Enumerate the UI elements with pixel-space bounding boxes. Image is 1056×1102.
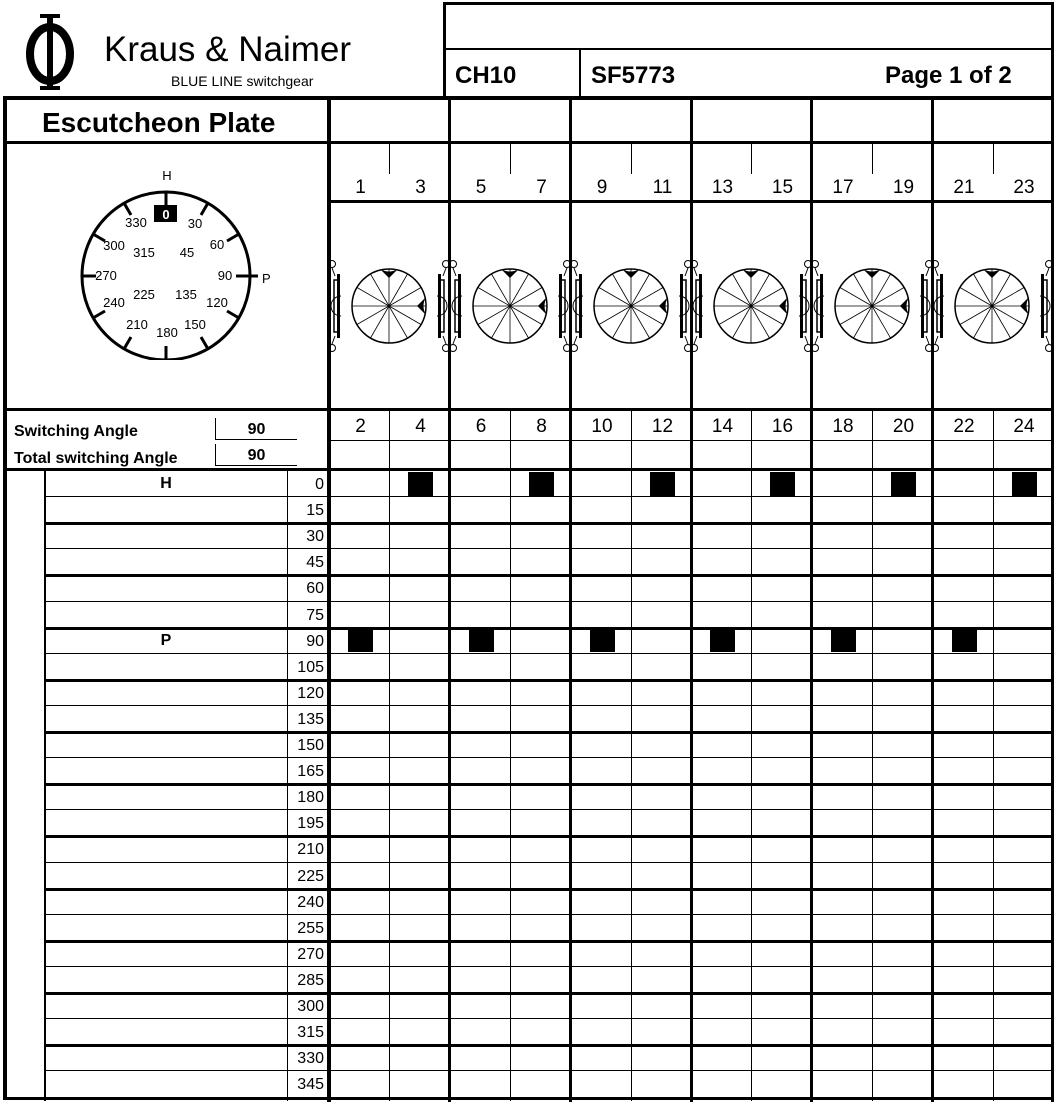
position-angle: 165	[297, 763, 324, 781]
contact-closed-marker	[650, 472, 675, 496]
dial-angle-315: 315	[133, 245, 155, 260]
section-title: Escutcheon Plate	[42, 107, 276, 138]
grid-line	[579, 50, 581, 98]
bottom-terminal-12: 12	[651, 416, 674, 437]
position-angle: 90	[306, 632, 324, 650]
grid-line	[44, 966, 1054, 967]
position-angle: 240	[297, 893, 324, 911]
grid-line	[44, 783, 1054, 786]
grid-line	[3, 96, 1054, 100]
grid-line	[329, 408, 1054, 411]
position-angle: 15	[306, 502, 324, 520]
bottom-terminal-2: 2	[355, 416, 366, 437]
contact-cam-symbol	[329, 258, 449, 358]
position-angle: 45	[306, 554, 324, 572]
grid-line	[329, 200, 1054, 203]
contact-cam-symbol	[450, 258, 570, 358]
grid-line	[443, 2, 446, 98]
grid-line	[44, 992, 1054, 995]
grid-line	[329, 440, 1054, 441]
grid-line	[443, 2, 1054, 5]
bottom-terminal-10: 10	[591, 416, 613, 437]
grid-line	[810, 468, 813, 1102]
grid-line	[872, 144, 873, 174]
grid-line	[3, 96, 7, 1100]
grid-line	[751, 144, 752, 174]
dial-angle-30: 30	[187, 216, 203, 231]
bottom-terminal-16: 16	[771, 416, 794, 437]
dial-angle-120: 120	[206, 295, 228, 310]
grid-line	[44, 496, 1054, 497]
grid-line	[690, 468, 693, 1102]
bottom-terminal-14: 14	[711, 416, 734, 437]
position-angle: 120	[297, 684, 324, 702]
position-angle: 180	[297, 789, 324, 807]
grid-line	[3, 141, 1054, 144]
brand-tagline: BLUE LINE switchgear	[171, 73, 314, 89]
position-angle: 60	[306, 580, 324, 598]
bottom-terminal-4: 4	[415, 416, 426, 437]
grid-line	[44, 574, 1054, 577]
grid-line	[44, 653, 1054, 654]
dial-angle-45: 45	[179, 245, 195, 260]
position-angle: 345	[297, 1076, 324, 1094]
contact-closed-marker	[348, 628, 373, 652]
top-terminal-7: 7	[536, 177, 547, 198]
contact-closed-marker	[710, 628, 735, 652]
position-angle: 30	[306, 528, 324, 546]
dial-angle-135: 135	[175, 287, 197, 302]
contact-cam-symbol	[932, 258, 1052, 358]
top-terminal-19: 19	[892, 177, 915, 198]
contact-cam-symbol	[571, 258, 691, 358]
top-terminal-11: 11	[652, 177, 673, 198]
dial-angle-225: 225	[133, 287, 155, 302]
contact-closed-marker	[770, 472, 795, 496]
top-terminal-1: 1	[355, 177, 366, 198]
bottom-terminal-8: 8	[536, 416, 547, 437]
grid-line	[44, 705, 1054, 706]
grid-line	[510, 471, 511, 1101]
grid-line	[3, 1097, 1054, 1100]
position-name: P	[160, 631, 172, 649]
top-terminal-23: 23	[1013, 177, 1035, 198]
dial-angle-90: 90	[217, 268, 233, 283]
dial-angle-180: 180	[156, 325, 178, 340]
grid-line	[631, 471, 632, 1101]
grid-line	[569, 468, 572, 1102]
dial-angle-150: 150	[184, 317, 206, 332]
grid-line	[44, 731, 1054, 734]
dial-angle-270: 270	[95, 268, 117, 283]
grid-line	[44, 1018, 1054, 1019]
contact-closed-marker	[952, 628, 977, 652]
dial-right-label: P	[262, 271, 271, 286]
grid-line	[993, 471, 994, 1101]
escutcheon-dial	[60, 160, 300, 360]
position-angle: 330	[297, 1050, 324, 1068]
dial-angle-60: 60	[209, 237, 225, 252]
position-angle: 0	[315, 476, 324, 493]
position-angle: 105	[297, 658, 324, 676]
bottom-terminal-6: 6	[475, 416, 487, 437]
switching-angle-value: 90	[215, 418, 297, 440]
top-terminal-9: 9	[596, 177, 608, 198]
grid-line	[510, 144, 511, 174]
position-angle: 285	[297, 971, 324, 989]
bottom-terminal-22: 22	[953, 416, 975, 437]
top-terminal-15: 15	[771, 177, 794, 198]
bottom-terminal-20: 20	[892, 416, 915, 437]
grid-line	[3, 408, 329, 411]
top-terminal-3: 3	[415, 177, 426, 198]
dial-angle-240: 240	[103, 295, 125, 310]
grid-line	[751, 471, 752, 1101]
grid-line	[44, 914, 1054, 915]
contact-closed-marker	[469, 628, 494, 652]
contact-closed-marker	[831, 628, 856, 652]
grid-line	[993, 144, 994, 174]
contact-cam-symbol	[691, 258, 811, 358]
grid-line	[44, 835, 1054, 838]
position-angle: 270	[297, 945, 324, 963]
dial-angle-300: 300	[103, 238, 125, 253]
grid-line	[44, 862, 1054, 863]
grid-line	[44, 940, 1054, 943]
top-terminal-5: 5	[475, 177, 487, 198]
position-name: H	[160, 475, 172, 492]
grid-line	[328, 468, 331, 1102]
contact-closed-marker	[891, 472, 916, 496]
brand-name: Kraus & Naimer	[104, 30, 352, 69]
grid-line	[44, 601, 1054, 602]
switching-angle-label: Switching Angle	[14, 423, 138, 440]
grid-line	[389, 144, 390, 174]
bottom-terminal-24: 24	[1013, 416, 1035, 437]
grid-line	[872, 471, 873, 1101]
grid-line	[389, 471, 390, 1101]
series-code: CH10	[455, 62, 517, 89]
dial-top-label: H	[162, 168, 172, 183]
total-switching-angle-label: Total switching Angle	[14, 450, 178, 467]
total-switching-angle-value: 90	[215, 444, 297, 466]
grid-line	[44, 679, 1054, 682]
position-angle: 195	[297, 815, 324, 833]
contact-closed-marker	[590, 628, 615, 652]
dial-angle-0: 0	[162, 207, 170, 222]
grid-line	[44, 522, 1054, 525]
position-angle: 210	[297, 841, 324, 859]
dial-angle-210: 210	[126, 317, 148, 332]
part-number: SF5773	[591, 62, 676, 89]
top-terminal-21: 21	[953, 177, 975, 198]
grid-line	[44, 627, 1054, 630]
contact-closed-marker	[408, 472, 433, 496]
position-angle: 300	[297, 998, 324, 1015]
grid-line	[448, 468, 451, 1102]
top-terminal-17: 17	[832, 177, 854, 198]
brand-logo	[22, 10, 102, 92]
grid-line	[44, 757, 1054, 758]
position-angle: 150	[297, 737, 324, 754]
grid-line	[1051, 468, 1054, 1102]
grid-line	[443, 48, 1054, 50]
page-indicator: Page 1 of 2	[885, 62, 1012, 89]
position-angle: 135	[297, 710, 324, 728]
position-angle: 225	[297, 867, 324, 885]
grid-line	[44, 888, 1054, 891]
dial-angle-330: 330	[125, 215, 147, 230]
grid-line	[1051, 2, 1054, 98]
contact-closed-marker	[529, 472, 554, 496]
grid-line	[44, 1070, 1054, 1071]
top-terminal-13: 13	[711, 177, 734, 198]
contact-cam-symbol	[812, 258, 932, 358]
grid-line	[44, 548, 1054, 549]
grid-line	[931, 468, 934, 1102]
contact-closed-marker	[1012, 472, 1037, 496]
grid-line	[44, 809, 1054, 810]
position-angle: 255	[297, 919, 324, 937]
position-angle: 75	[306, 606, 324, 624]
grid-line	[631, 144, 632, 174]
bottom-terminal-18: 18	[832, 416, 854, 437]
position-angle: 315	[297, 1024, 324, 1042]
grid-line	[44, 1044, 1054, 1047]
